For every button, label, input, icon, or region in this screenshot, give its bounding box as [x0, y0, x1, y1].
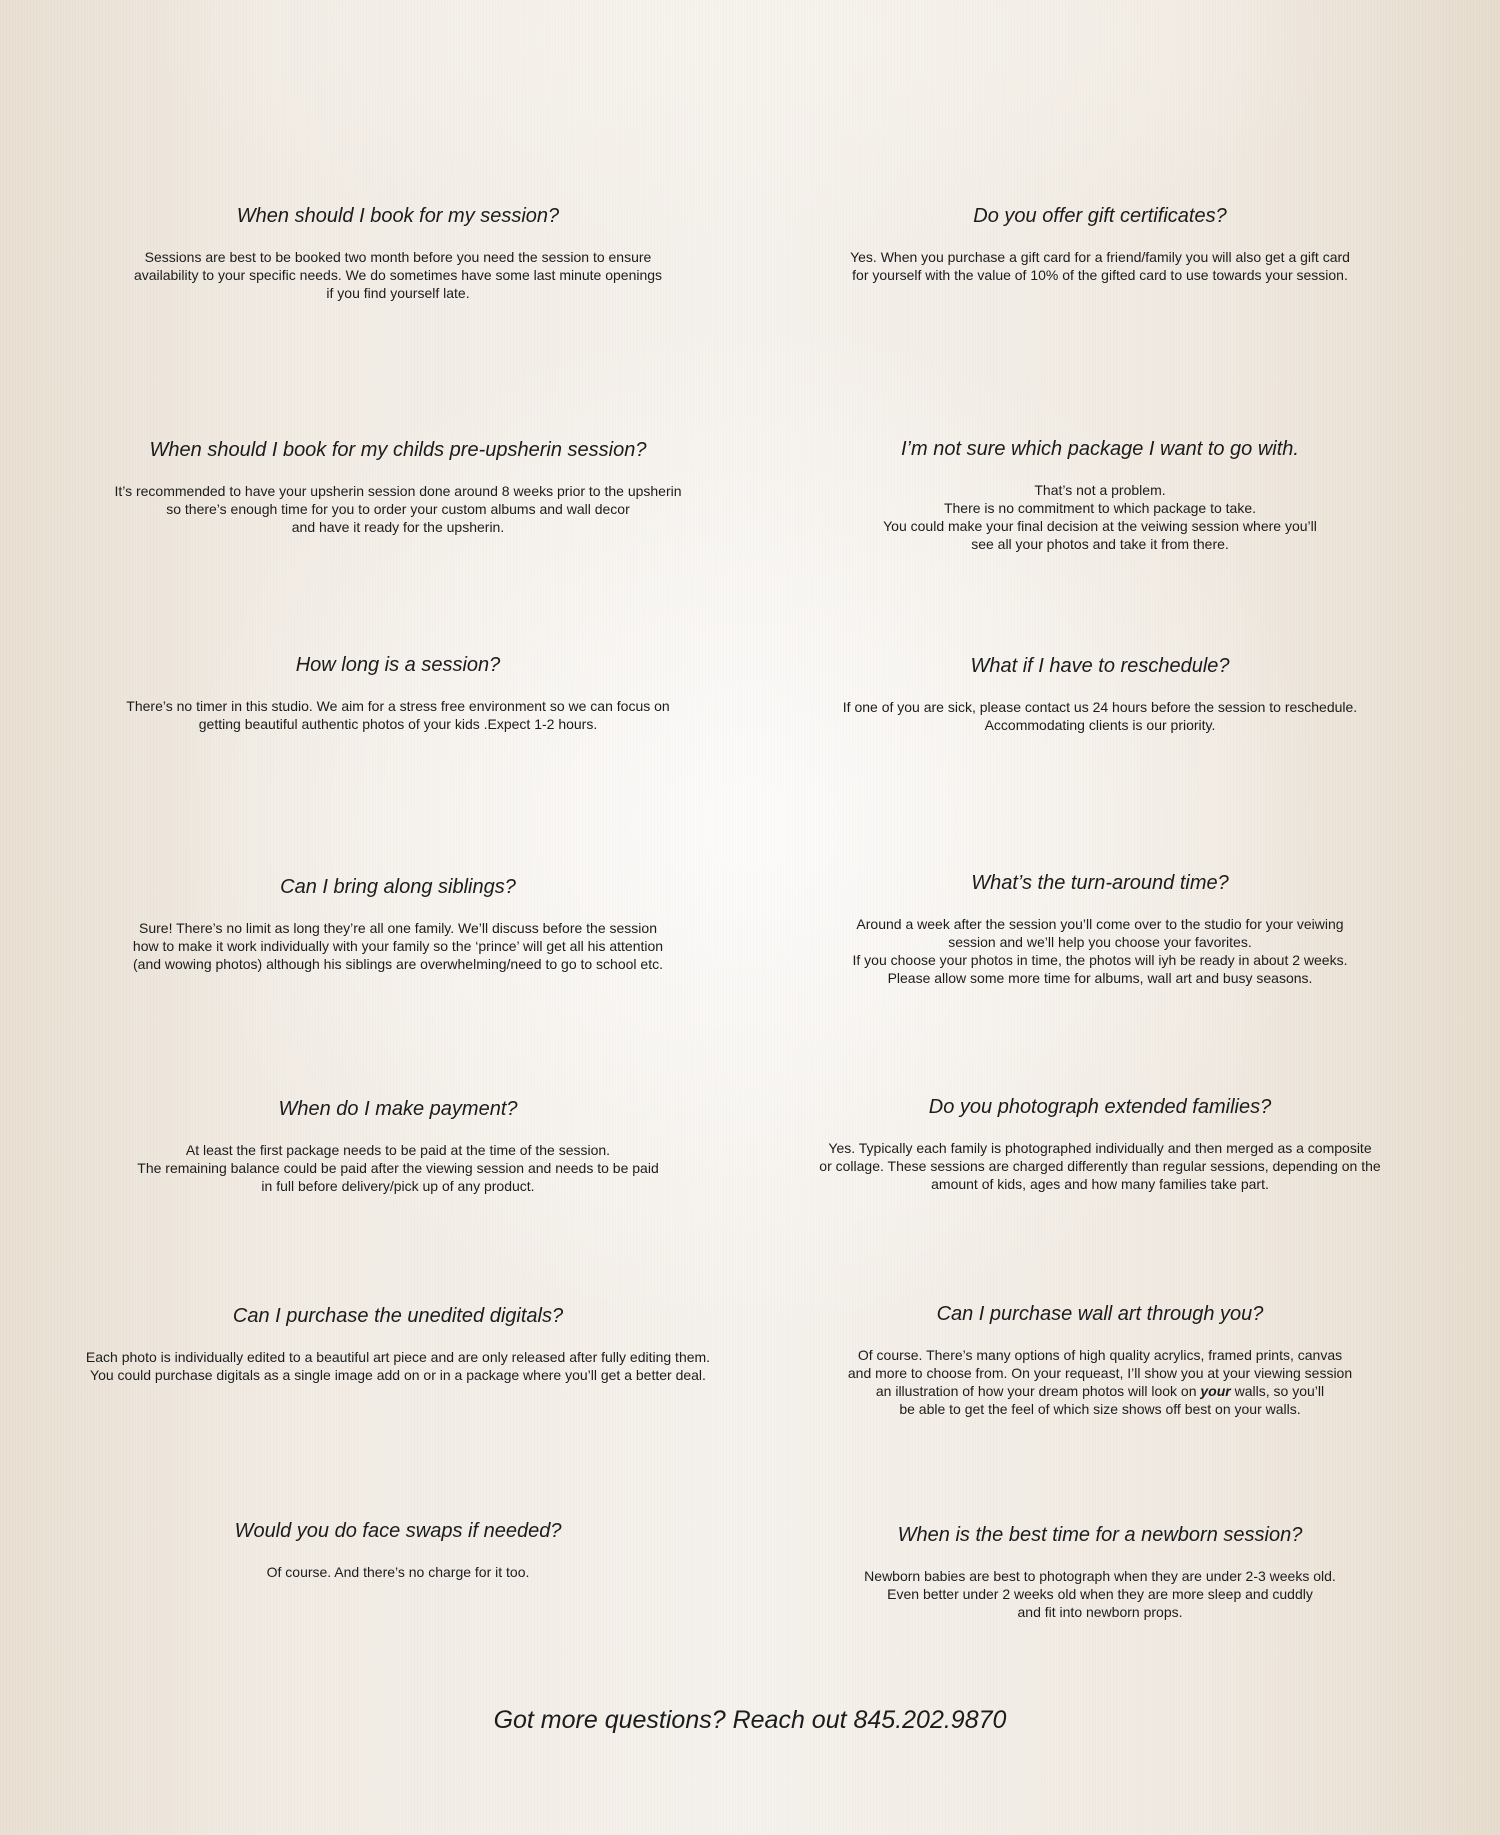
answer-line: be able to get the feel of which size shows off best on your walls.: [899, 1401, 1301, 1417]
answer-line: There is no commitment to which package to take.: [943, 500, 1257, 516]
answer-line: Sessions are best to be booked two month before you need the session to ensure: [144, 249, 652, 265]
faq-question: I’m not sure which package I want to go with.: [901, 438, 1299, 460]
faq-answer: [78, 482, 718, 536]
answer-line: It’s recommended to have your upsherin session done around 8 weeks prior to the upsherin: [114, 483, 682, 499]
faq-item: [780, 1095, 1420, 1193]
faq-item: [78, 653, 718, 733]
answer-line: The remaining balance could be paid after the viewing session and needs to be paid: [137, 1160, 659, 1176]
answer-line: Each photo is individually edited to a beautiful art piece and are only released after fully editing them.: [85, 1349, 711, 1365]
answer-line: Sure! There’s no limit as long they’re all one family. We’ll discuss before the session: [139, 920, 657, 936]
answer-line: That’s not a problem.: [1034, 482, 1166, 498]
faq-question: Would you do face swaps if needed?: [234, 1520, 562, 1542]
answer-line: If one of you are sick, please contact us 24 hours before the session to reschedule.: [842, 699, 1358, 715]
faq-answer: [780, 698, 1420, 734]
answer-line: if you find yourself late.: [326, 285, 470, 301]
contact-footer: Got more questions? Reach out 845.202.9870: [493, 1706, 1007, 1734]
answer-line: amount of kids, ages and how many families take part.: [931, 1176, 1269, 1192]
faq-item: [78, 875, 718, 973]
answer-line: Around a week after the session you’ll come over to the studio for your veiwing: [856, 916, 1344, 932]
answer-text-before: an illustration of how your dream photos will look on: [875, 1383, 1201, 1399]
faq-item: [78, 1304, 718, 1384]
answer-line: session and we’ll help you choose your favorites.: [948, 934, 1252, 950]
answer-line: If you choose your photos in time, the photos will iyh be ready in about 2 weeks.: [852, 952, 1348, 968]
faq-answer: [78, 248, 718, 302]
faq-answer: [780, 1346, 1420, 1418]
answer-line: Yes. Typically each family is photographed individually and then merged as a composite: [828, 1140, 1372, 1156]
faq-item: [780, 654, 1420, 734]
answer-line: so there’s enough time for you to order your custom albums and wall decor: [166, 501, 630, 517]
answer-text-after: walls, so you’ll: [1230, 1383, 1325, 1399]
answer-line: Of course. There’s many options of high quality acrylics, framed prints, canvas: [857, 1347, 1343, 1363]
faq-answer: [780, 248, 1420, 284]
answer-line: At least the first package needs to be paid at the time of the session.: [185, 1142, 611, 1158]
answer-line: and fit into newborn props.: [1017, 1604, 1183, 1620]
answer-line: (and wowing photos) although his siblings are overwhelming/need to go to school etc.: [133, 956, 663, 972]
faq-question: How long is a session?: [295, 654, 501, 676]
faq-question: Do you offer gift certificates?: [973, 205, 1227, 227]
answer-line: You could purchase digitals as a single image add on or in a package where you’ll get a better deal.: [90, 1367, 706, 1383]
faq-answer: [780, 1567, 1420, 1621]
faq-item: [78, 1519, 718, 1581]
faq-answer: [780, 1139, 1420, 1193]
faq-question: Can I bring along siblings?: [280, 876, 516, 898]
faq-answer: [78, 1348, 718, 1384]
answer-line: Even better under 2 weeks old when they are more sleep and cuddly: [887, 1586, 1313, 1602]
faq-answer: [78, 919, 718, 973]
answer-text-emphasis: your: [1200, 1383, 1231, 1399]
faq-question: What’s the turn-around time?: [971, 872, 1229, 894]
faq-item: [780, 1302, 1420, 1418]
faq-item: [78, 438, 718, 536]
faq-answer: [780, 481, 1420, 553]
faq-answer: [78, 1141, 718, 1195]
faq-item: [780, 437, 1420, 553]
faq-question: When should I book for my childs pre-upsherin session?: [149, 439, 647, 461]
answer-line: There’s no timer in this studio. We aim for a stress free environment so we can focus on: [126, 698, 670, 714]
answer-line: for yourself with the value of 10% of the gifted card to use towards your session.: [852, 267, 1348, 283]
answer-line: see all your photos and take it from there.: [971, 536, 1229, 552]
faq-item: [780, 204, 1420, 284]
answer-line: [780, 1382, 1420, 1400]
answer-line: availability to your specific needs. We do sometimes have some last minute openings: [133, 267, 663, 283]
faq-question: When is the best time for a newborn session?: [897, 1524, 1303, 1546]
answer-line: Yes. When you purchase a gift card for a friend/family you will also get a gift card: [850, 249, 1350, 265]
answer-line: in full before delivery/pick up of any product.: [261, 1178, 535, 1194]
faq-answer: [780, 915, 1420, 987]
answer-line: Accommodating clients is our priority.: [984, 717, 1216, 733]
faq-question: When do I make payment?: [278, 1098, 518, 1120]
faq-item: [78, 204, 718, 302]
faq-question: What if I have to reschedule?: [970, 655, 1230, 677]
faq-item: [780, 871, 1420, 987]
faq-question: When should I book for my session?: [236, 205, 560, 227]
faq-item: [78, 1097, 718, 1195]
faq-question: Can I purchase the unedited digitals?: [232, 1305, 564, 1327]
answer-line: Newborn babies are best to photograph when they are under 2-3 weeks old.: [864, 1568, 1336, 1584]
answer-line: and have it ready for the upsherin.: [291, 519, 505, 535]
faq-answer: [78, 697, 718, 733]
answer-line: Please allow some more time for albums, wall art and busy seasons.: [887, 970, 1313, 986]
faq-item: [780, 1523, 1420, 1621]
answer-line: or collage. These sessions are charged differently than regular sessions, depending on the: [819, 1158, 1381, 1174]
answer-line: Of course. And there’s no charge for it too.: [266, 1564, 530, 1580]
answer-line: You could make your final decision at the veiwing session where you’ll: [883, 518, 1317, 534]
faq-question: Can I purchase wall art through you?: [936, 1303, 1264, 1325]
answer-line: getting beautiful authentic photos of your kids .Expect 1-2 hours.: [198, 716, 598, 732]
answer-line: and more to choose from. On your requeast, I’ll show you at your viewing session: [847, 1365, 1353, 1381]
faq-question: Do you photograph extended families?: [928, 1096, 1272, 1118]
faq-answer: [78, 1563, 718, 1581]
answer-line: how to make it work individually with your family so the ‘prince’ will get all his attention: [132, 938, 664, 954]
